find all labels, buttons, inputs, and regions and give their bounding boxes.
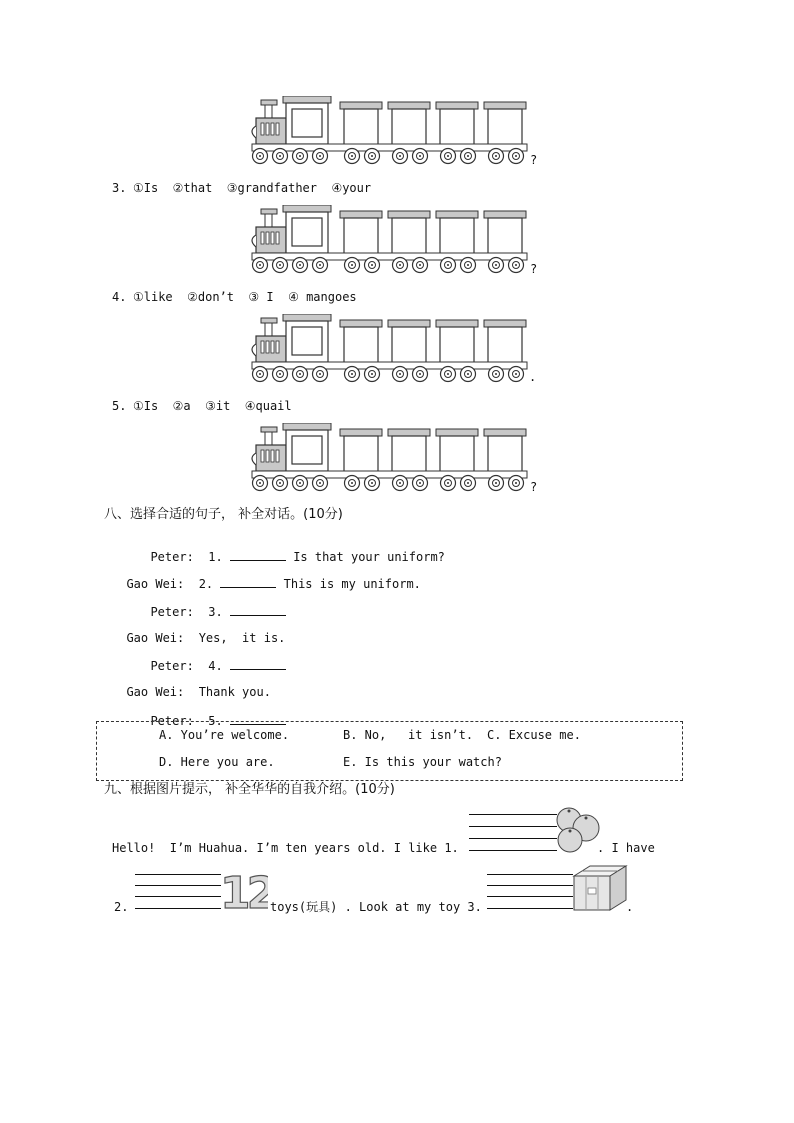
answer-blank-2[interactable]: [220, 576, 276, 588]
box-icon: [572, 864, 628, 912]
option-a: A. You’re welcome.: [159, 728, 290, 742]
speaker: Peter:: [150, 550, 194, 564]
blank-2-number: 2.: [114, 900, 129, 914]
item-5-end-mark: ?: [530, 480, 538, 494]
blank-number: 2.: [198, 577, 214, 591]
item-5-words: ①Is ②a ③it ④quail: [133, 399, 292, 413]
dialog-line-2: [112, 562, 421, 591]
number-twelve-text: 12: [220, 868, 268, 914]
train-blank-3: [248, 205, 548, 283]
blank-number: 5.: [208, 714, 223, 728]
answer-lines-1[interactable]: [469, 814, 557, 854]
dialog-line-3: [136, 590, 286, 619]
dialog-line-6: [112, 671, 271, 699]
train-end-mark: ?: [530, 153, 538, 167]
line-text: Thank you.: [198, 685, 271, 699]
answer-blank-4[interactable]: [230, 658, 286, 670]
train-blank-1: [248, 96, 548, 174]
item-3-number: 3.: [112, 181, 127, 195]
speaker: Peter:: [150, 714, 194, 728]
option-d: D. Here you are.: [159, 755, 275, 769]
answer-blank-1[interactable]: [230, 549, 286, 561]
intro-line-2-end: .: [626, 900, 634, 914]
line-text: This is my uniform.: [283, 577, 421, 591]
train-blank-5: [248, 423, 548, 501]
line-text: Yes, it is.: [198, 631, 286, 645]
train-blank-4: [248, 314, 548, 392]
section-9-heading: 九、根据图片提示， 补全华华的自我介绍。(10分): [104, 782, 395, 797]
speaker: Peter:: [150, 605, 194, 619]
number-twelve-picture: [220, 866, 268, 914]
oranges-icon: [553, 806, 603, 854]
answer-lines-2[interactable]: [135, 874, 221, 914]
item-3-end-mark: ?: [530, 262, 538, 276]
item-3-words: ①Is ②that ③grandfather ④your: [133, 181, 372, 195]
blank-number: 3.: [208, 605, 223, 619]
answer-blank-3[interactable]: [230, 604, 286, 616]
item-4-number: 4.: [112, 290, 127, 304]
dialog-line-4: [112, 617, 285, 645]
intro-line-1-start: Hello! I’m Huahua. I’m ten years old. I like 1.: [112, 841, 459, 855]
intro-line-2-mid: toys(玩具) . Look at my toy 3.: [270, 900, 482, 914]
dialog-line-1: [136, 535, 445, 564]
dialog-line-5: [136, 644, 286, 673]
speaker: Gao Wei:: [126, 577, 185, 591]
option-c: C. Excuse me.: [487, 728, 581, 742]
item-4-words: ①like ②don’t ③ I ④ mangoes: [133, 290, 357, 304]
section-8-heading: 八、选择合适的句子， 补全对话。(10分): [104, 507, 343, 522]
blank-number: 1.: [208, 550, 223, 564]
option-e: E. Is this your watch?: [343, 755, 502, 769]
intro-line-1-end: . I have: [597, 841, 655, 855]
line-text: Is that your uniform?: [293, 550, 445, 564]
item-4-end-mark: .: [529, 370, 537, 384]
speaker: Gao Wei:: [126, 631, 185, 645]
option-b: B. No, it isn’t.: [343, 728, 474, 742]
speaker: Gao Wei:: [126, 685, 185, 699]
item-5-number: 5.: [112, 399, 127, 413]
speaker: Peter:: [150, 659, 194, 673]
blank-number: 4.: [208, 659, 223, 673]
answer-lines-3[interactable]: [487, 874, 573, 914]
